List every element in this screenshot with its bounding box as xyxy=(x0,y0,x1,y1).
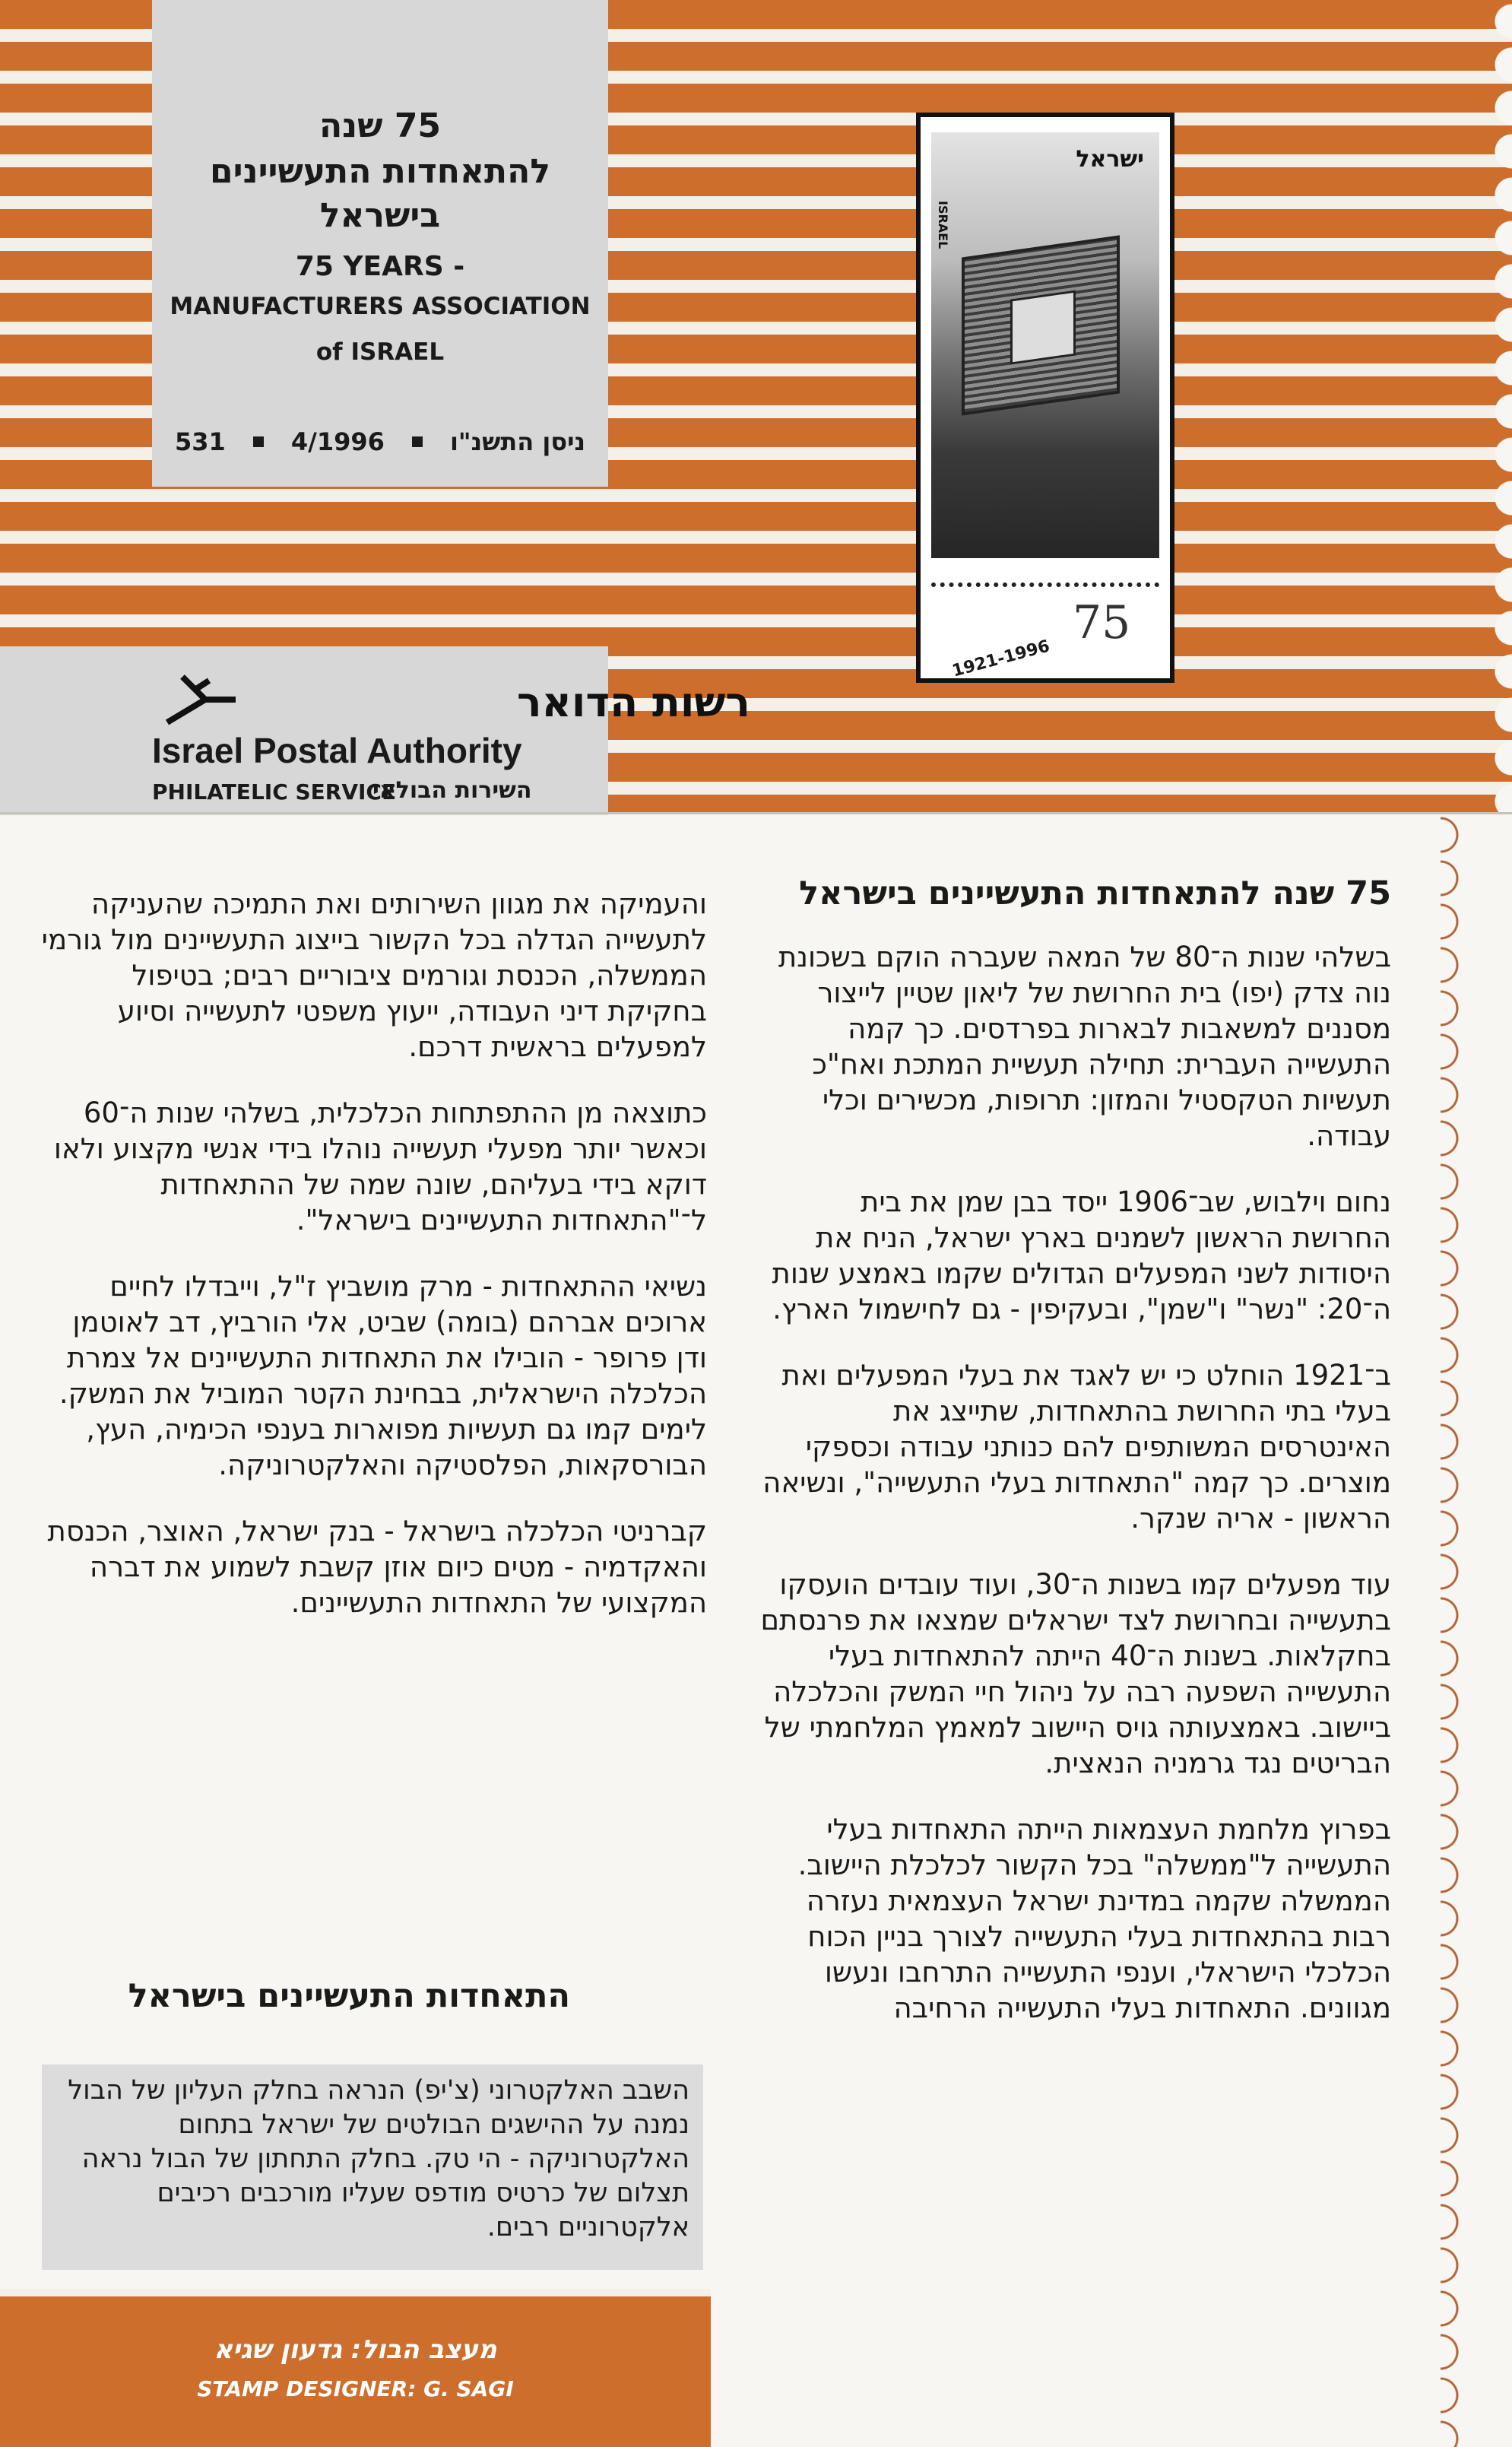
left-paragraph: נשיאי ההתאחדות - מרק מושביץ ז"ל, וייבדלו לחיים ארוכים אברהם (בומה) שביט, אלי הורביץ, דב לאוטמן ודן פרופר - הובילו את התאחדות התעשיינים אל צמרת הכלכלה הישראלית, בבחינת הקטר המוביל את המשק. לימים קמו גם תעשיות מפוארות בענפי הכימיה, העץ, הבורסקאות, הפלסטיקה והאלקטרוניקה. xyxy=(59,1270,707,1481)
left-heading: התאחדות התעשיינים בישראל xyxy=(128,1977,570,2015)
authority-name: Israel Postal Authority xyxy=(152,731,522,770)
title-he-line1: 75 שנה xyxy=(319,106,442,145)
scalloped-edge xyxy=(1482,0,1512,814)
logo-he: רשות הדואר xyxy=(517,678,750,726)
stamp-country-en: ISRAEL xyxy=(936,201,950,249)
title-he-line2: להתאחדות התעשיינים xyxy=(210,152,550,191)
title-en-line3: of ISRAEL xyxy=(315,338,445,366)
stamp-perforation xyxy=(931,582,1159,592)
right-paragraph: בשלהי שנות ה־80 של המאה שעברה הוקם בשכונת נוה צדק (יפו) בית החרושת של ליאון שטיין לייצור מסננים למשאבות לבארות בפרדסים. כך קמה התעשייה העברית: תחילה תעשיית המתכת ואח"כ תעשיות הטקסטיל והמזון: תרופות, מכשירים וכלי עבודה. xyxy=(778,941,1391,1152)
title-panel xyxy=(152,0,608,487)
microchip-illustration xyxy=(962,235,1120,415)
footer-stripe xyxy=(0,2289,711,2296)
issue-date-hebrew: ניסן התשנ"ו xyxy=(449,427,585,456)
chip-core xyxy=(1010,290,1076,365)
right-paragraph: בפרוץ מלחמת העצמאות הייתה התאחדות בעלי התעשייה ל"ממשלה" בכל הקשור לכלכלת היישוב. הממשלה שקמה במדינת ישראל העצמאית נעזרה רבות בהתאחדות בעלי התעשייה לצורך בניין הכוח הכלכלי הישראלי, וענפי התעשייה התרחבו ונעשו מגוונים. התאחדות בעלי התעשייה הרחיבה xyxy=(797,1813,1391,2024)
title-he-line3: בישראל xyxy=(319,196,441,235)
left-paragraph: כתוצאה מן ההתפתחות הכלכלית, בשלהי שנות ה־60 וכאשר יותר מפעלי תעשייה נוהלו בידי אנשי מקצוע ולאו דוקא בידי בעליהם, שונה שמה של ההתאחדות ל־"התאחדות התעשיינים בישראל". xyxy=(53,1097,707,1236)
stamp-country: ישראל xyxy=(1076,146,1144,173)
designer-footer xyxy=(0,2289,711,2447)
right-scalloped-edge xyxy=(1441,814,1471,2447)
issue-info-row xyxy=(175,427,585,456)
stamp-caption: השבב האלקטרוני (צ'יפ) הנראה בחלק העליון של הבול נמנה על ההישגים הבולטים של ישראל בתחום האלקטרוניקה - הי טק. בחלק התחתון של הבול נראה תצלום של כרטיס מודפס שעליו מורכבים רכיבים אלקטרוניים רבים. xyxy=(42,2065,703,2270)
title-en-line1: 75 YEARS - xyxy=(295,251,465,282)
right-column xyxy=(760,939,1391,2056)
issue-number: 531 xyxy=(175,427,226,456)
left-paragraph: והעמיקה את מגוון השירותים ואת התמיכה שהעניקה לתעשייה הגדלה בכל הקשור בייצוג התעשיינים מול גורמי הממשלה, הכנסת וגורמים ציבוריים רבים; בטיפול בחקיקת דיני העבודה, ייעוץ משפטי לתעשייה וסיוע למפעלים בראשית דרכם. xyxy=(41,887,707,1063)
service-en: PHILATELIC SERVICE xyxy=(152,779,397,805)
square-bullet-icon xyxy=(412,436,423,447)
designer-en: STAMP DESIGNER: G. SAGI xyxy=(197,2376,514,2401)
left-paragraph: קברניטי הכלכלה בישראל - בנק ישראל, האוצר, הכנסת והאקדמיה - מטים כיום אוזן קשבת לשמוע את דברה המקצועי של התאחדות התעשיינים. xyxy=(47,1515,707,1619)
right-paragraph: ב־1921 הוחלט כי יש לאגד את בעלי המפעלים ואת בעלי בתי החרושת בהתאחדות, שתייצג את האינטרסים המשותפים להם כנותני עבודה וכספקי מוצרים. כך קמה "התאחדות בעלי התעשייה", ונשיאה הראשון - אריה שנקר. xyxy=(762,1359,1391,1535)
right-paragraph: נחום וילבוש, שב־1906 ייסד בבן שמן את בית החרושת הראשון לשמנים בארץ ישראל, הניח את היסודות לשני המפעלים הגדולים שקמו באמצע שנות ה־20: "נשר" ו"שמן", ובעקיפין - גם לחישמול הארץ. xyxy=(772,1185,1391,1325)
postal-authority-logo xyxy=(152,669,750,730)
right-heading: 75 שנה להתאחדות התעשיינים בישראל xyxy=(799,874,1391,912)
square-bullet-icon xyxy=(253,436,264,447)
stamp-tab-75: 75 xyxy=(1073,596,1131,649)
fold-line xyxy=(0,812,1512,814)
right-paragraph: עוד מפעלים קמו בשנות ה־30, ועוד עובדים הועסקו בתעשייה ובחרושת לצד ישראלים שמצאו את פרנסתם בחקלאות. בשנות ה־40 הייתה להתאחדות בעלי התעשייה השפעה רבה על ניהול חיי המשק והכלכלה ביישוב. באמצעותה גויס היישוב למאמץ המלחמתי של הבריטים נגד גרמניה הנאצית. xyxy=(760,1568,1391,1779)
designer-he: מעצב הבול: גדעון שגיא xyxy=(214,2334,497,2365)
left-column xyxy=(38,886,707,1651)
stamp-tab-years: 1921-1996 xyxy=(950,636,1052,681)
issue-date: 4/1996 xyxy=(290,427,385,456)
title-en-line2: MANUFACTURERS ASSOCIATION xyxy=(170,293,591,320)
stamp-photo xyxy=(931,132,1159,558)
service-he: השירות הבולאי xyxy=(372,777,532,804)
stamp-image xyxy=(916,113,1174,683)
